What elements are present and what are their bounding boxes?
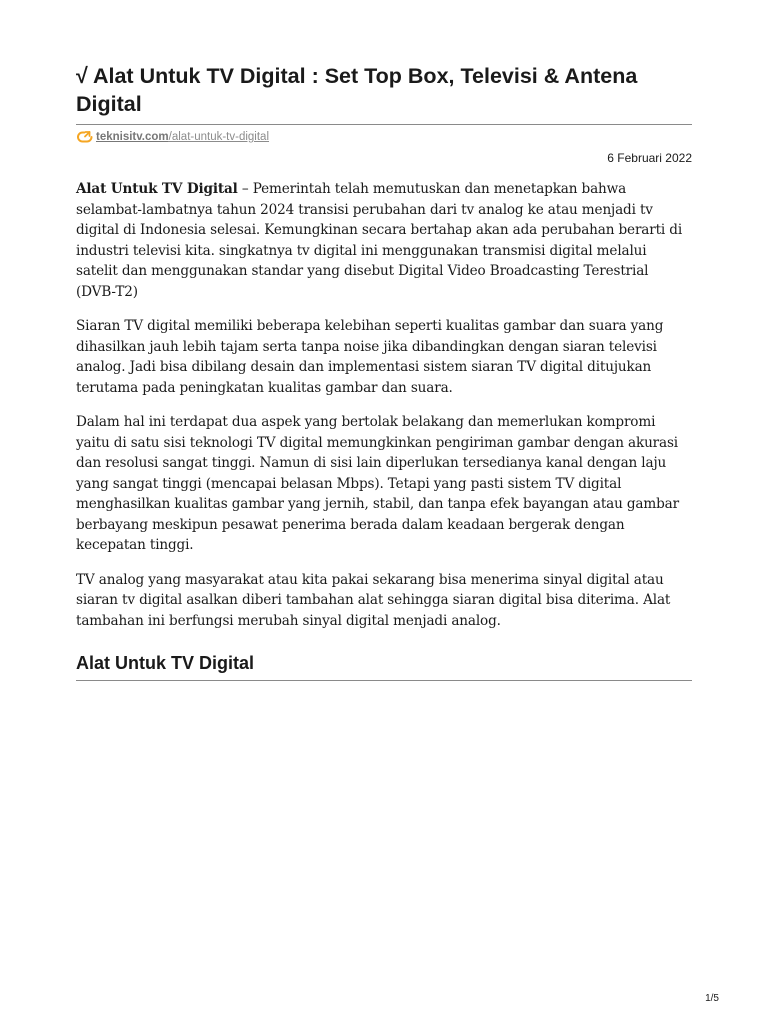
source-domain[interactable]: teknisitv.com [96, 131, 169, 143]
publish-date: 6 Februari 2022 [607, 151, 692, 165]
paragraph [76, 179, 692, 302]
page-number: 1/5 [705, 993, 719, 1004]
title-divider [76, 124, 692, 125]
paragraph-text: – Pemerintah telah memutuskan dan menetapkan bahwa selambat-lambatnya tahun 2024 transisi perubahan dari tv analog ke atau menjadi tv digital di Indonesia selesai. Kemungkinan secara bertahap akan ada perubahan berarti di industri televisi kita. singkatnya tv digital ini menggunakan transmisi digital melalui satelit dan menggunakan standar yang disebut Digital Video Broadcasting Terestrial (DVB-T2) [76, 181, 683, 300]
source-path[interactable]: /alat-untuk-tv-digital [168, 131, 270, 143]
link-icon [76, 130, 93, 144]
article-title: √ Alat Untuk TV Digital : Set Top Box, Televisi & Antena Digital [76, 64, 638, 116]
paragraph: TV analog yang masyarakat atau kita pakai sekarang bisa menerima sinyal digital atau siaran tv digital asalkan diberi tambahan alat sehingga siaran digital bisa diterima. Alat tambahan ini berfungsi merubah sinyal digital menjadi analog. [76, 571, 671, 629]
paragraph: Dalam hal ini terdapat dua aspek yang bertolak belakang dan memerlukan kompromi yaitu di satu sisi teknologi TV digital memungkinkan pengiriman gambar dengan akurasi dan resolusi sangat tinggi. Namun di sisi lain diperlukan tersedianya kanal dengan laju yang sangat tinggi (mencapai belasan Mbps). Tetapi yang pasti sistem TV digital menghasilkan kualitas gambar yang jernih, stabil, dan tanpa efek bayangan atau gambar berbayang meskipun pesawat penerima berada dalam keadaan bergerak dengan kecepatan tinggi. [76, 414, 679, 553]
paragraph: Siaran TV digital memiliki beberapa kelebihan seperti kualitas gambar dan suara yang dihasilkan jauh lebih tajam serta tanpa noise jika dibandingkan dengan siaran televisi analog. Jadi bisa dibilang desain dan implementasi sistem siaran TV digital ditujukan terutama pada peningkatan kualitas gambar dan suara. [76, 318, 664, 396]
source-link[interactable] [76, 129, 692, 145]
section-heading: Alat Untuk TV Digital [76, 653, 255, 673]
article-page [76, 62, 692, 681]
paragraph-lead: Alat Untuk TV Digital [76, 181, 238, 197]
section-divider [76, 680, 692, 681]
